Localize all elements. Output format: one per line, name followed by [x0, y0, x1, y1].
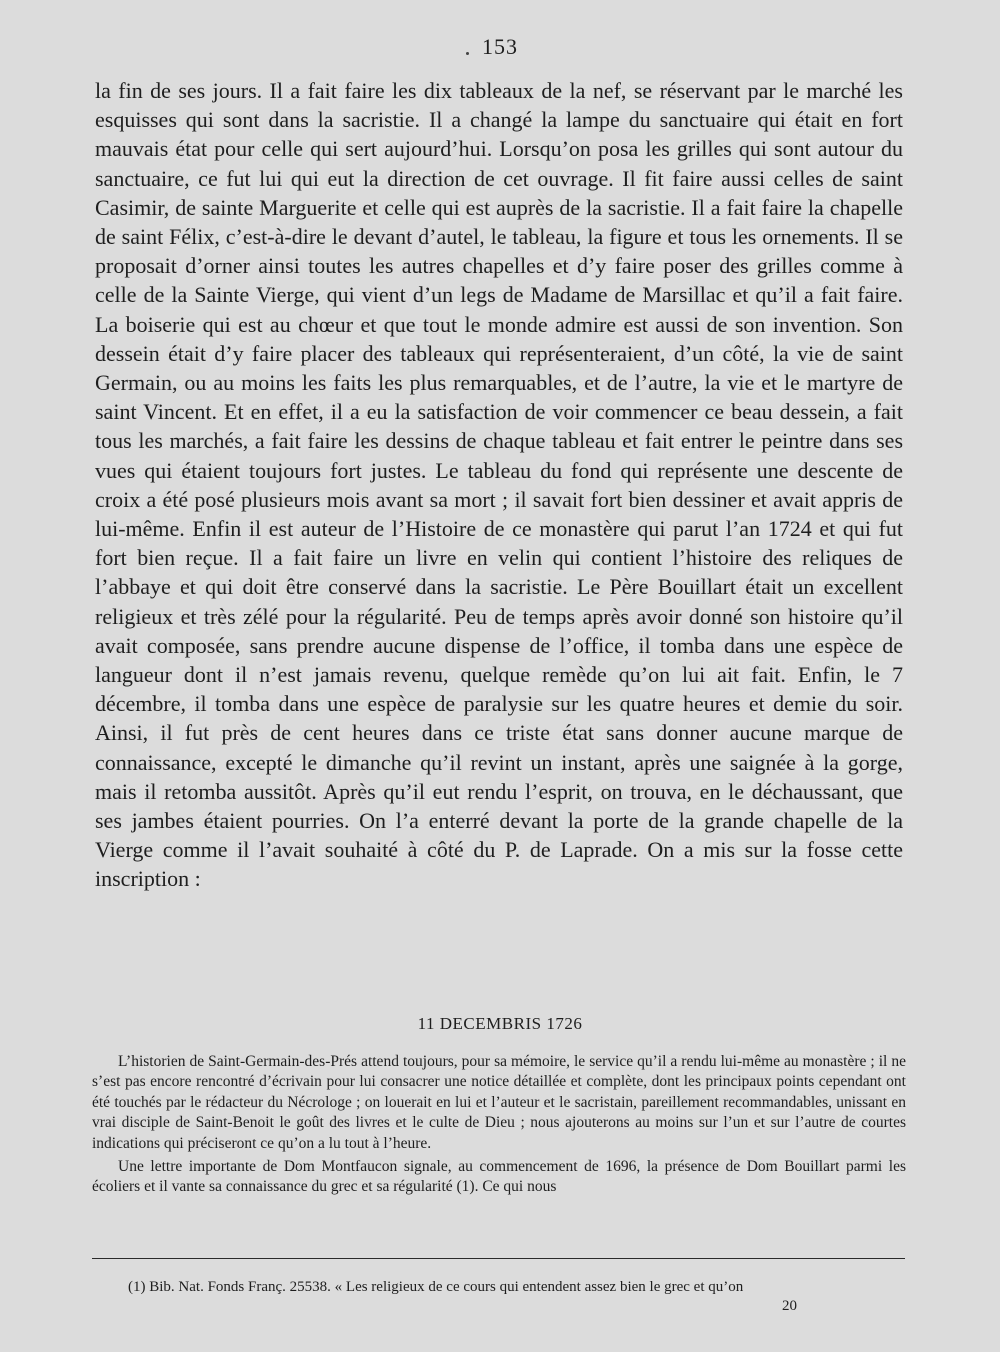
footnote-divider	[92, 1258, 905, 1259]
signature-mark: 20	[782, 1298, 797, 1314]
note-paragraph: Une lettre importante de Dom Montfaucon signale, au commencement de 1696, la présence de Dom Bouillart parmi les écoliers et il vante sa connaissance du grec et sa régularité (1). Ce qui nous	[92, 1158, 906, 1196]
footnote: (1) Bib. Nat. Fonds Franç. 25538. « Les religieux de ce cours qui entendent assez bien le grec et qu’on	[128, 1279, 744, 1295]
ink-speck	[466, 52, 469, 55]
main-paragraph: la fin de ses jours. Il a fait faire les dix tableaux de la nef, se réservant par le marché les esquisses qui sont dans la sacristie. Il a changé la lampe du sanctuaire qui était en fort mauvais état pour celle qui sert aujourd’hui. Lorsqu’on posa les grilles qui sont autour du sanctuaire, ce fut lui qui eut la direction de cet ouvrage. Il fit faire aussi celles de saint Casimir, de sainte Marguerite et celle qui est auprès de la sacristie. Il a fait faire la chapelle de saint Félix, c’est-à-dire le devant d’autel, le tableau, la figure et tous les ornements. Il se proposait d’orner ainsi toutes les autres chapelles et d’y faire poser des grilles comme à celle de la Sainte Vierge, qui vient d’un legs de Madame de Marsillac et qu’il a fait faire. La boiserie qui est au chœur et que tout le monde admire est aussi de son invention. Son dessein était d’y faire placer des tableaux qui représenteraient, d’un côté, la vie de saint Germain, ou au moins les faits les plus remarquables, et de l’autre, la vie et le martyre de saint Vincent. Et en effet, il a eu la satisfaction de voir commencer ce beau dessein, a fait tous les marchés, a fait faire les dessins de chaque tableau et fait entrer le peintre dans ses vues qui étaient toujours fort justes. Le tableau du fond qui représente une descente de croix a été posé plusieurs mois avant sa mort ; il savait fort bien dessiner et avait appris de lui-même. Enfin il est auteur de l’Histoire de ce monastère qui parut l’an 1724 et qui fut fort bien reçue. Il a fait faire un livre en velin qui contient l’histoire des reliques de l’abbaye et qui doit être conservé dans la sacristie. Le Père Bouillart était un excellent religieux et très zélé pour la régularité. Peu de temps après avoir donné son histoire qu’il avait composée, sans prendre aucune dispense de l’office, il tomba dans une espèce de langueur dont il n’est jamais revenu, quelque remède qu’on lui ait fait. Enfin, le 7 décembre, il tomba dans une espèce de paralysie sur les quatre heures et demie du soir. Ainsi, il fut près de cent heures dans ce triste état sans donner aucune marque de connaissance, excepté le dimanche qu’il revint un instant, après une saignée à la gorge, mais il retomba aussitôt. Après qu’il eut rendu l’esprit, on trouva, en le déchaussant, que ses jambes étaient pourries. On l’a enterré devant la porte de la grande chapelle de la Vierge comme il l’avait souhaité à côté du P. de Laprade. On a mis sur la fosse cette inscription :	[95, 78, 903, 892]
commentary-note	[92, 1052, 906, 1198]
note-paragraph: L’historien de Saint-Germain-des-Prés attend toujours, pour sa mémoire, le service qu’il a rendu lui-même au monastère ; il ne s’est pas encore rencontré d’écrivain pour lui consacrer une notice détaillée et complète, dont les principaux points cependant ont été touchés par le rédacteur du Nécrologe ; on louerait en lui et l’auteur et le sacristain, pareillement recommandables, unissant en vrai disciple de Saint-Benoit le goût des livres et le culte de Dieu ; nous ajouterons au moins sur l’un et sur l’autre de courtes indications qui préciseront ce qu’on a lu tout à l’heure.	[92, 1053, 906, 1152]
page-number: 153	[482, 34, 518, 59]
inscription-date: 11 DECEMBRIS 1726	[417, 1014, 583, 1033]
